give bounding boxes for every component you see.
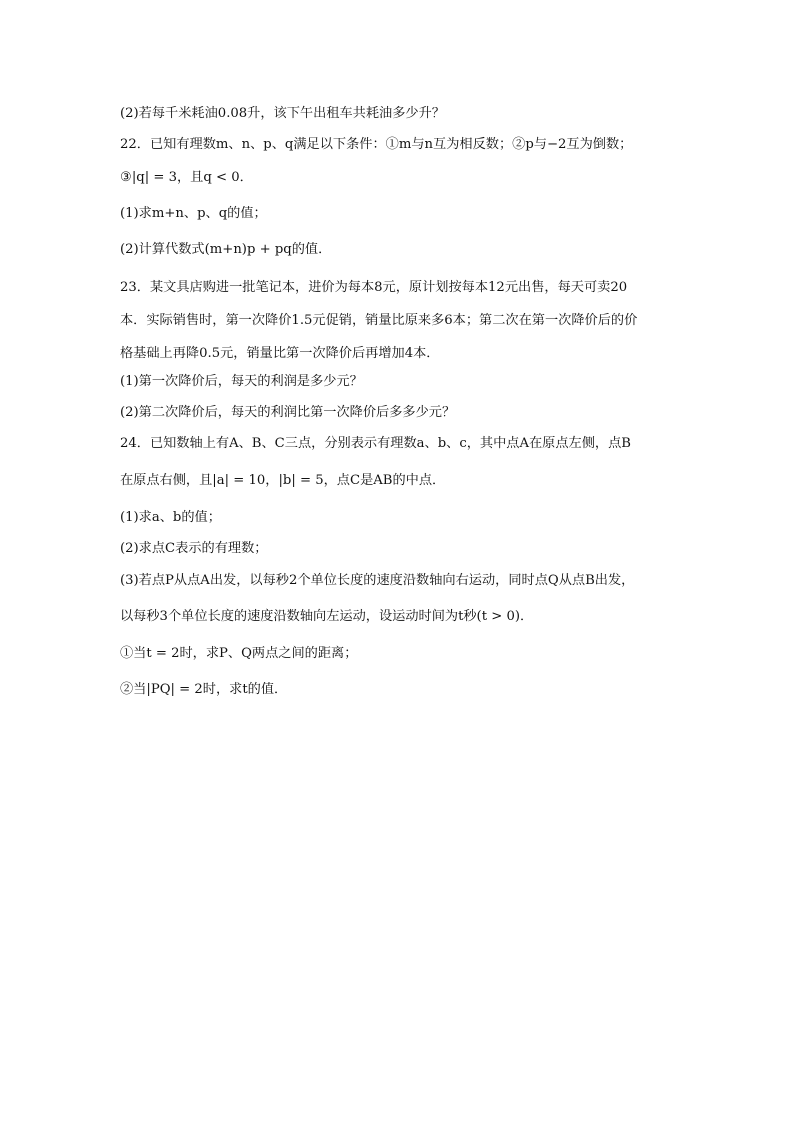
q23-stem-line1: 23．某文具店购进一批笔记本，进价为每本8元，原计划按每本12元出售，每天可卖20: [120, 280, 628, 295]
q24-part3-line2: 以每秒3个单位长度的速度沿数轴向左运动，设运动时间为t秒(t > 0)．: [120, 609, 534, 624]
q24-part3-line1: (3)若点P从点A出发，以每秒2个单位长度的速度沿数轴向右运动，同时点Q从点B出发，: [120, 573, 635, 588]
q24-sub1: ①当t = 2时，求P、Q两点之间的距离；: [120, 646, 358, 661]
q24-part2: (2)求点C表示的有理数；: [120, 541, 268, 556]
q23-part2: (2)第二次降价后，每天的利润比第一次降价后多多少元？: [120, 405, 456, 420]
q23-stem-line3: 格基础上再降0.5元，销量比第一次降价后再增加4本．: [120, 346, 440, 361]
q22-part1: (1)求m+n、p、q的值；: [120, 206, 267, 221]
q24-stem-line1: 24．已知数轴上有A、B、C三点，分别表示有理数a、b、c，其中点A在原点左侧，点B: [120, 436, 631, 451]
q23-part1: (1)第一次降价后，每天的利润是多少元？: [120, 374, 363, 389]
q22-part2: (2)计算代数式(m+n)p + pq的值．: [120, 242, 332, 257]
q23-stem-line2: 本．实际销售时，第一次降价1.5元促销，销量比原来多6本；第二次在第一次降价后的价: [120, 313, 638, 328]
q22-stem-line2: ③|q| = 3，且q < 0．: [120, 170, 253, 185]
q24-sub2: ②当|PQ| = 2时，求t的值．: [120, 682, 288, 697]
q24-part1: (1)求a、b的值；: [120, 510, 221, 525]
q21-part2: (2)若每千米耗油0.08升，该下午出租车共耗油多少升？: [120, 106, 445, 121]
q22-stem-line1: 22．已知有理数m、n、p、q满足以下条件：①m与n互为相反数；②p与−2互为倒数；: [120, 137, 633, 152]
q24-stem-line2: 在原点右侧，且|a| = 10，|b| = 5，点C是AB的中点．: [120, 473, 446, 488]
